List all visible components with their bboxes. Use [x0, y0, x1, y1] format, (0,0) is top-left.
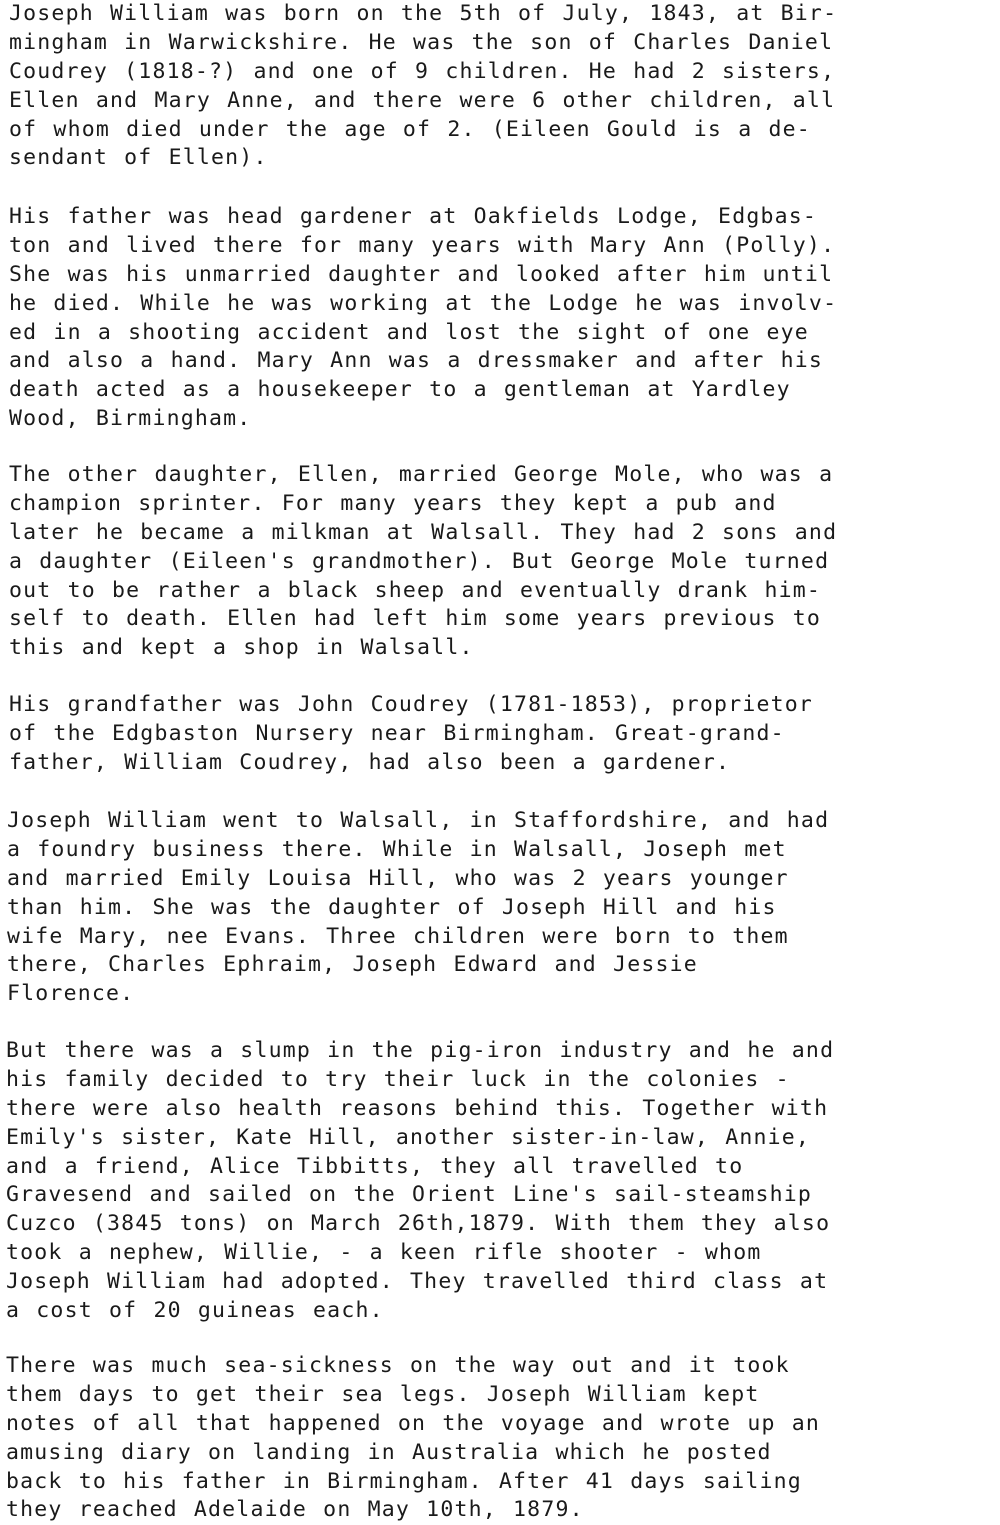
text-line: mingham in Warwickshire. He was the son of Charles Daniel	[9, 29, 834, 55]
text-line: there, Charles Ephraim, Joseph Edward and Jessie	[7, 952, 698, 978]
text-line: them days to get their sea legs. Joseph William kept	[6, 1381, 760, 1407]
text-line: a cost of 20 guineas each.	[6, 1298, 384, 1324]
text-line: out to be rather a black sheep and eventually drank him-	[9, 577, 822, 603]
text-line: his family decided to try their luck in the colonies -	[6, 1066, 790, 1092]
text-line: ton and lived there for many years with Mary Ann (Polly).	[9, 232, 836, 258]
text-line: Cuzco (3845 tons) on March 26th,1879. With them they also	[6, 1211, 831, 1237]
text-line: took a nephew, Willie, - a keen rifle shooter - whom	[6, 1240, 762, 1266]
paragraph-emigration	[6, 1037, 834, 1326]
text-line: he died. While he was working at the Lodge he was involv-	[9, 290, 838, 316]
text-line: Joseph William had adopted. They travelled third class at	[6, 1269, 829, 1295]
text-line: they reached Adelaide on May 10th, 1879.	[6, 1497, 584, 1523]
text-line: and a friend, Alice Tibbitts, they all travelled to	[6, 1153, 744, 1179]
text-line: Joseph William was born on the 5th of July, 1843, at Bir-	[9, 1, 838, 26]
text-line: of whom died under the age of 2. (Eileen Gould is a de-	[9, 116, 811, 142]
text-line: ed in a shooting accident and lost the sight of one eye	[9, 319, 809, 345]
text-line: sendant of Ellen).	[9, 145, 268, 171]
text-line: later he became a milkman at Walsall. They had 2 sons and	[9, 519, 838, 545]
text-line: Wood, Birmingham.	[9, 406, 252, 432]
text-line: wife Mary, nee Evans. Three children were born to them	[7, 923, 789, 949]
text-line: this and kept a shop in Walsall.	[9, 635, 474, 661]
paragraph-ellen	[9, 461, 837, 663]
text-line: than him. She was the daughter of Joseph Hill and his	[7, 894, 777, 920]
paragraph-walsall	[7, 807, 829, 1009]
text-line: notes of all that happened on the voyage and wrote up an	[6, 1410, 821, 1436]
text-line: amusing diary on landing in Australia which he posted	[6, 1439, 772, 1465]
text-line: there were also health reasons behind this. Together with	[6, 1095, 829, 1121]
paragraph-birth	[9, 0, 837, 173]
text-line: She was his unmarried daughter and looked after him until	[9, 261, 834, 287]
text-line: Ellen and Mary Anne, and there were 6 other children, all	[9, 87, 836, 113]
text-line: a daughter (Eileen's grandmother). But George Mole turned	[9, 548, 830, 574]
text-line: There was much sea-sickness on the way out and it took	[6, 1353, 790, 1378]
text-line: a foundry business there. While in Walsall, Joseph met	[7, 836, 787, 862]
text-line: The other daughter, Ellen, married George Mole, who was a	[9, 462, 834, 487]
text-line: But there was a slump in the pig-iron industry and he and	[6, 1038, 835, 1063]
paragraph-grandfather	[9, 691, 813, 778]
text-line: and married Emily Louisa Hill, who was 2 years younger	[7, 865, 789, 891]
text-line: back to his father in Birmingham. After 41 days sailing	[6, 1468, 802, 1494]
text-line: Coudrey (1818-?) and one of 9 children. He had 2 sisters,	[9, 58, 836, 84]
text-line: His grandfather was John Coudrey (1781-1853), proprietor	[9, 692, 814, 717]
text-line: of the Edgbaston Nursery near Birmingham. Great-grand-	[9, 720, 785, 746]
text-line: self to death. Ellen had left him some years previous to	[9, 606, 822, 632]
text-line: death acted as a housekeeper to a gentleman at Yardley	[9, 377, 791, 403]
text-line: father, William Coudrey, had also been a gardener.	[9, 749, 731, 775]
text-line: Joseph William went to Walsall, in Staffordshire, and had	[7, 808, 830, 833]
text-line: Florence.	[7, 981, 135, 1007]
text-line: Emily's sister, Kate Hill, another sister-in-law, Annie,	[6, 1124, 811, 1150]
paragraph-father	[9, 203, 837, 434]
text-line: and also a hand. Mary Ann was a dressmaker and after his	[9, 348, 824, 374]
text-line: Gravesend and sailed on the Orient Line's sail-steamship	[6, 1182, 813, 1208]
text-line: His father was head gardener at Oakfields Lodge, Edgbas-	[9, 204, 818, 229]
text-line: champion sprinter. For many years they kept a pub and	[9, 490, 777, 516]
paragraph-voyage	[6, 1352, 820, 1525]
